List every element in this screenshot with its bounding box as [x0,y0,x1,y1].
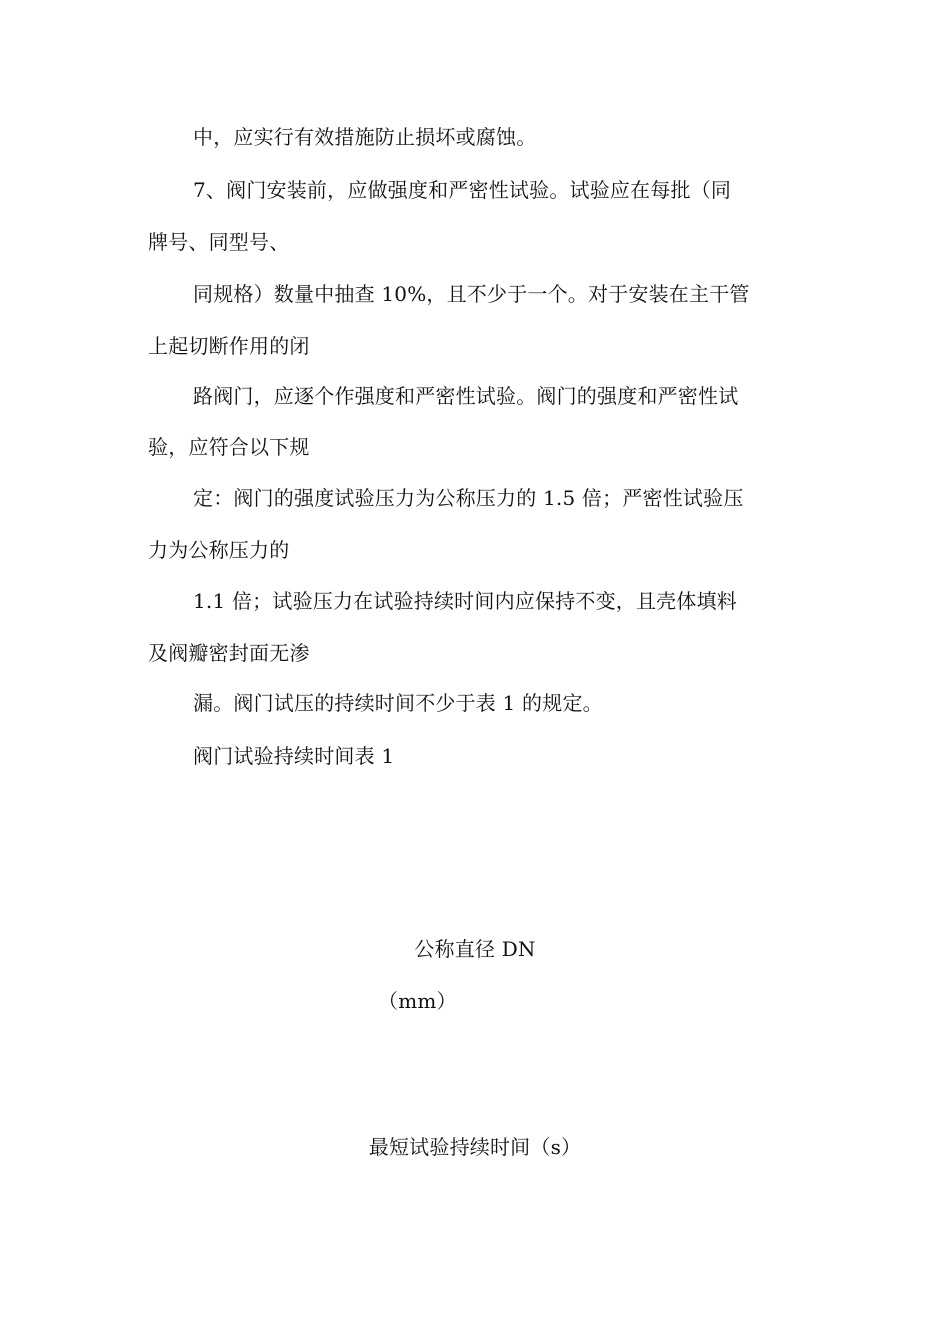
paragraph-line: 上起切断作用的闭 [148,334,310,358]
paragraph-line: 验，应符合以下规 [148,435,310,459]
paragraph-line: 漏。阀门试压的持续时间不少于表 1 的规定。 [193,691,603,715]
paragraph-line: 定：阀门的强度试验压力为公称压力的 1.5 倍；严密性试验压 [193,486,744,510]
table-header-diameter-unit: （mm） [378,989,457,1013]
table-header-duration: 最短试验持续时间（s） [368,1135,582,1159]
table-caption: 阀门试验持续时间表 1 [193,744,395,768]
table-header-diameter: 公称直径 DN [414,937,536,961]
paragraph-line: 力为公称压力的 [148,538,290,562]
paragraph-line: 牌号、同型号、 [148,230,290,254]
paragraph-line: 路阀门，应逐个作强度和严密性试验。阀门的强度和严密性试 [193,384,739,408]
paragraph-line: 及阀瓣密封面无渗 [148,641,310,665]
paragraph-line: 中，应实行有效措施防止损坏或腐蚀。 [193,125,537,149]
paragraph-line: 同规格）数量中抽查 10%，且不少于一个。对于安装在主干管 [193,282,750,306]
paragraph-line: 1.1 倍；试验压力在试验持续时间内应保持不变，且壳体填料 [193,589,737,613]
paragraph-line: 7、阀门安装前，应做强度和严密性试验。试验应在每批（同 [193,178,732,202]
